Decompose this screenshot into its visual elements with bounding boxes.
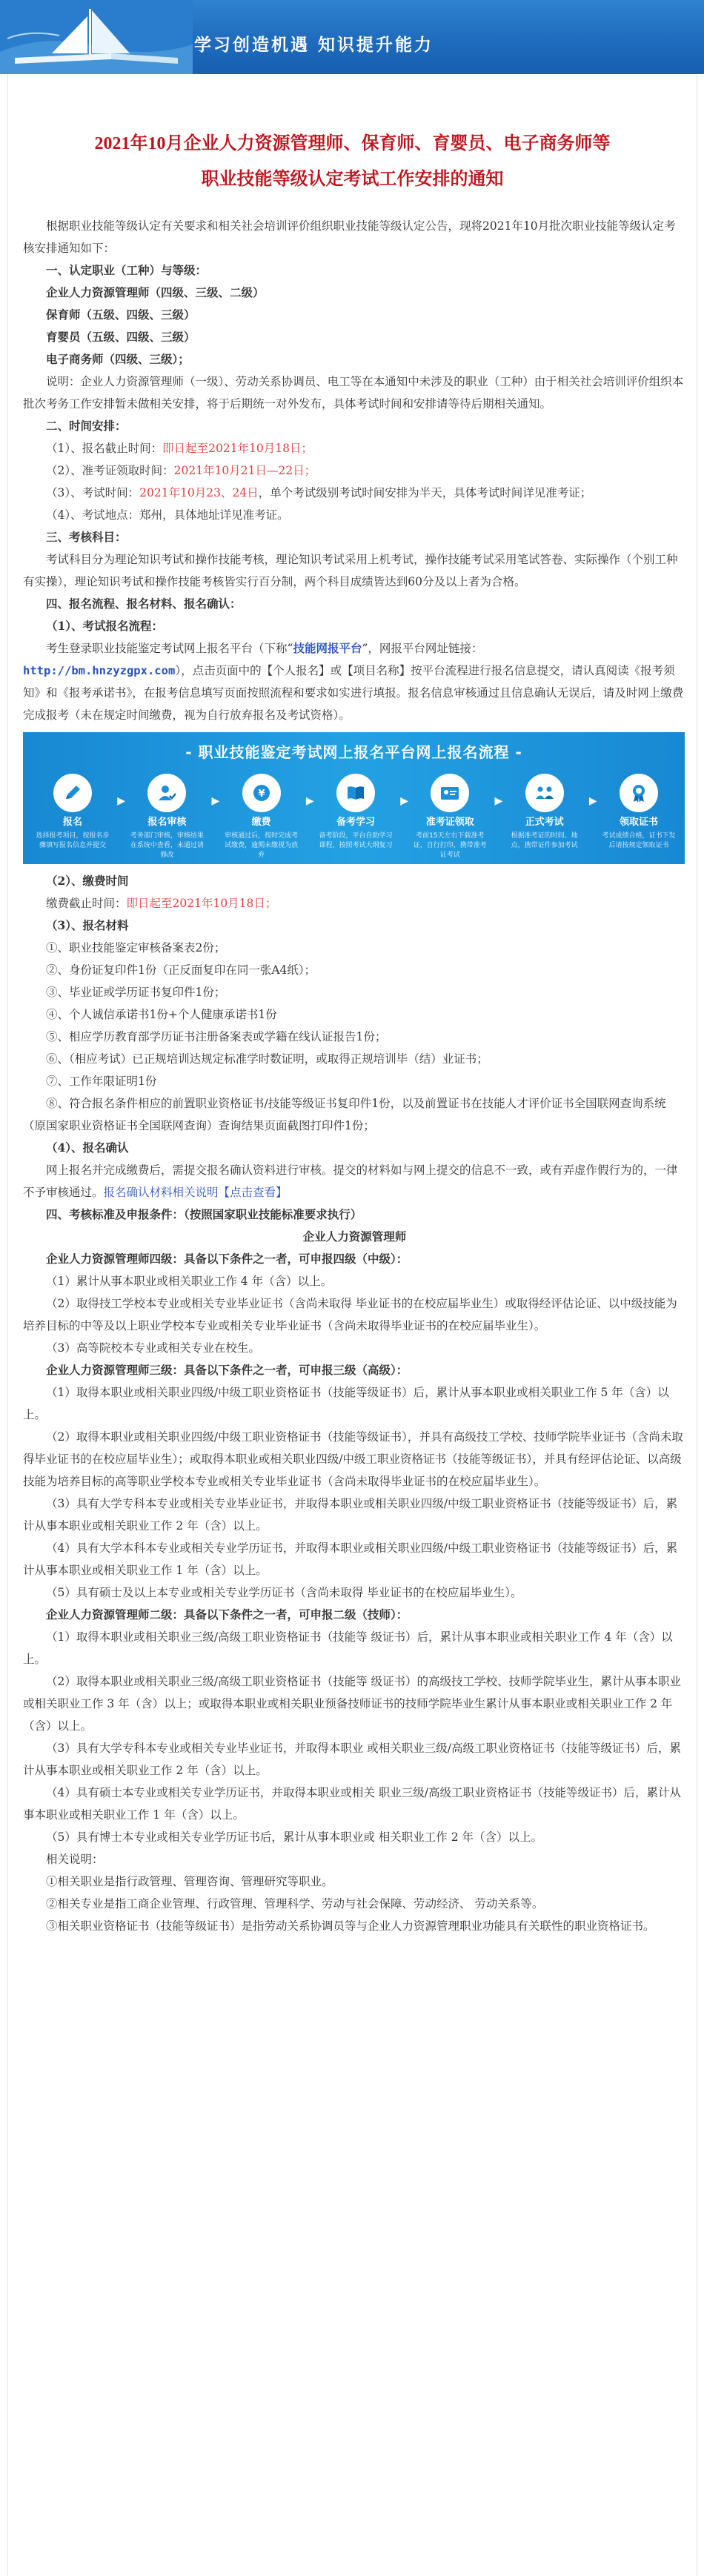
confirm-heading: （4）、报名确认 (46, 1141, 129, 1155)
flow-step (411, 774, 503, 860)
condition-item: （4）具有硕士本专业或相关专业学历证书，并取得本职业或相关 职业三级/高级工职业资格证书（技能等级证书）后，累计从事本职业或相关职业工作 1 年（含）以上。 (23, 1786, 682, 1822)
book-sail-logo-icon (0, 0, 193, 74)
flow-step (600, 774, 678, 860)
exam-time-value: 2021年10月23、24日 (139, 486, 259, 499)
material-item: ⑥、（相应考试）已正规培训达规定标准学时数证明，或取得正规培训毕（结）业证书； (46, 1052, 488, 1066)
text: ），点击页面中的【个人报名】或【项目名称】按平台流程进行报名信息提交，请认真阅读《报考须知》和《报考承诺书》，在报考信息填写页面按照流程和要求如实进行填报。报名信息审核通过且信息确认无误后，请及时网上缴费完成报考（未在规定时间缴费，视为自行放弃报名及考试资格）。 (23, 664, 684, 722)
text: ”，网报平台网址链接： (362, 642, 483, 655)
chevron-right-icon: ▶ (211, 795, 220, 807)
banner-slogan: 学习创造机遇 知识提升能力 (194, 36, 434, 55)
title-line-2: 职业技能等级认定考试工作安排的通知 (201, 170, 504, 189)
condition-item: （4）具有大学本科本专业或相关专业学历证书，并取得本职业或相关职业四级/中级工职业资格证书（技能等级证书）后，累计从事本职业或相关职业工作 1 年（含）以上。 (23, 1541, 678, 1577)
condition-item: （3）高等院校本专业或相关专业在校生。 (46, 1341, 260, 1355)
flow-step (127, 774, 220, 860)
material-item: ①、职业技能鉴定审核备案表2份； (46, 941, 226, 955)
occupation-item: 保育师（五级、四级、三级） (46, 308, 196, 322)
section-2-heading: 二、时间安排： (46, 419, 127, 433)
exam-time-note: ，单个考试级别考试时间安排为半天，具体考试时间详见准考证； (258, 486, 592, 499)
flow-step (505, 774, 597, 860)
platform-name: 技能网报平台 (293, 641, 362, 655)
label: （3）、考试时间： (46, 486, 140, 499)
registration-flow-heading: （1）、考试报名流程： (46, 619, 164, 633)
step-circle (620, 774, 658, 812)
occupation-item: 育婴员（五级、四级、三级） (46, 330, 196, 344)
step-circle (336, 774, 375, 812)
step-label: 准考证领取 (425, 817, 474, 828)
level-2-heading: 企业人力资源管理师二级：具备以下条件之一者，可申报二级（技师）： (46, 1607, 408, 1621)
level-3-heading: 企业人力资源管理师三级：具备以下条件之一者，可申报三级（高级）： (46, 1363, 408, 1377)
step-circle (431, 774, 469, 812)
related-item: ②相关专业是指工商企业管理、行政管理、管理科学、劳动与社会保障、劳动经济、 劳动关系等。 (46, 1897, 544, 1911)
admission-ticket-time (23, 459, 686, 482)
chevron-right-icon: ▶ (117, 795, 125, 807)
step-label: 备考学习 (336, 817, 375, 828)
level-4-heading: 企业人力资源管理师四级：具备以下条件之一者，可申报四级（中级）： (46, 1252, 408, 1266)
related-heading: 相关说明： (46, 1853, 104, 1866)
occupation-center-title: 企业人力资源管理师 (302, 1229, 407, 1244)
step-desc: 考前15天左右下载准考证，自行打印，携带准考证考试 (413, 832, 487, 859)
medal-icon (628, 783, 649, 803)
occupation-item: 企业人力资源管理师（四级、三级、二级） (46, 285, 265, 299)
material-item: ②、身份证复印件1份（正反面复印在同一张A4纸）； (46, 963, 316, 977)
step-label: 报名审核 (147, 817, 187, 828)
flow-step (222, 774, 314, 860)
step-desc: 考试成绩合格，证书下发后请按规定领取证书 (602, 832, 676, 849)
fee-heading: （2）、缴费时间 (46, 874, 129, 888)
flow-step (316, 774, 408, 860)
flow-steps (33, 774, 678, 860)
material-item: ⑦、工作年限证明1份 (46, 1075, 157, 1088)
step-desc: 审核通过后，按时完成考试缴费，逾期未缴视为放弃 (225, 832, 299, 859)
fee-deadline-value: 即日起至2021年10月18日； (126, 897, 277, 910)
chevron-right-icon: ▶ (494, 795, 503, 807)
condition-item: （2）取得技工学校本专业或相关专业毕业证书（含尚未取得 毕业证书的在校应届毕业生）或取得经评估论证、以中级技能为培养目标的中等及以上职业学校本专业或相关专业毕业证书（含尚未取得毕业证书的在校应届毕业生）。 (23, 1297, 677, 1332)
exam-group-icon (534, 783, 555, 803)
condition-item: （2）取得本职业或相关职业三级/高级工职业资格证书（技能等 级证书）的高级技工学校、技师学院毕业生，累计从事本职业或相关职业工作 3 年（含）以上；或取得本职业或相关职业预备技师证书的技师学院毕业生累计从事本职业或相关职业工作 2 年（含）以上。 (23, 1675, 682, 1733)
exam-time (23, 482, 686, 504)
material-item: ③、毕业证或学历证书复印件1份； (46, 986, 226, 999)
condition-item: （5）具有博士本专业或相关专业学历证书后，累计从事本职业或 相关职业工作 2 年（含）以上。 (46, 1830, 543, 1844)
notice-title (8, 74, 697, 197)
step-label: 领取证书 (619, 817, 658, 828)
material-item: ④、个人诚信承诺书1份+个人健康承诺书1份 (46, 1008, 277, 1021)
flow-step (33, 774, 125, 860)
registration-deadline (23, 437, 686, 459)
step-desc: 根据准考证的时间、地点，携带证件参加考试 (511, 832, 578, 849)
condition-item: （3）具有大学专科本专业或相关专业毕业证书，并取得本职业或相关职业四级/中级工职业资格证书（技能等级证书）后，累计从事本职业或相关职业工作 2 年（含）以上。 (23, 1497, 678, 1533)
step-desc: 选择报考项目，按报名步骤填写报名信息并提交 (36, 832, 110, 849)
related-item: ③相关职业资格证书（技能等级证书）是指劳动关系协调员等与企业人力资源管理职业功能具有关联性的职业资格证书。 (46, 1919, 655, 1933)
step-label: 报名 (62, 817, 82, 828)
payment-icon (251, 783, 272, 803)
label: （1）、报名截止时间： (46, 442, 163, 455)
occupation-note: 说明：企业人力资源管理师（一级）、劳动关系协调员、电工等在本通知中未涉及的职业（工种）由于相关社会培训评价组织本批次考务工作安排暂未做相关安排，将于后期统一对外发布，具体考试时间和安排请等待后期相关通知。 (23, 375, 684, 411)
section-1-heading: 一、认定职业（工种）与等级： (46, 263, 207, 277)
id-card-icon (439, 783, 460, 803)
confirm-text (23, 1159, 686, 1204)
exam-location: （4）、考试地点：郑州，具体地址详见准考证。 (46, 508, 289, 522)
flow-title: - 职业技能鉴定考试网上报名平台网上报名流程 - (185, 743, 522, 761)
text: 考生登录职业技能鉴定考试网上报名平台（下称“ (46, 642, 293, 655)
step-desc: 考务部门审核，审核结果在系统中查看，未通过请修改 (130, 832, 204, 859)
material-item: ⑤、相应学历教育部学历证书注册备案表或学籍在线认证报告1份； (46, 1030, 387, 1043)
condition-item: （1）取得本职业或相关职业三级/高级工职业资格证书（技能等 级证书）后，累计从事本职业或相关职业工作 4 年（含）以上。 (23, 1630, 673, 1666)
site-banner (0, 0, 704, 74)
step-label: 正式考试 (525, 817, 564, 828)
person-check-icon (156, 783, 177, 803)
notice-sheet (7, 74, 697, 2576)
intro-paragraph: 根据职业技能等级认定有关要求和相关社会培训评价组织职业技能等级认定公告，现将2021年10月批次职业技能等级认定考核安排通知如下： (23, 219, 676, 255)
registration-flow-text-2 (23, 660, 686, 726)
material-item: ⑧、符合报名条件相应的前置职业资格证书/技能等级证书复印件1份，以及前置证书在技能人才评价证书全国联网查询系统（原国家职业资格证书全国联网查询）查询结果页面截图打印件1份； (23, 1097, 666, 1132)
label: （2）、准考证领取时间： (46, 464, 174, 477)
svg-text:¥: ¥ (258, 789, 265, 800)
platform-url-link[interactable]: http://bm.hnzyzgpx.com (23, 664, 176, 677)
step-label: 缴费 (251, 817, 271, 828)
related-item: ①相关职业是指行政管理、管理咨询、管理研究等职业。 (46, 1875, 333, 1888)
chevron-right-icon: ▶ (400, 795, 408, 807)
deadline-value: 即日起至2021年10月18日； (162, 442, 313, 455)
label: 缴费截止时间： (46, 897, 127, 910)
section-4-heading: 四、报名流程、报名材料、报名确认： (46, 597, 242, 611)
condition-item: （2）取得本职业或相关职业四级/中级工职业资格证书（技能等级证书），并具有高级技工学校、技师学院毕业证书（含尚未取得毕业证书的在校应届毕业生）；或取得本职业或相关职业四级/中级工职业资格证书（技能等级证书），并具有经评估论证、以高级技能为培养目标的高等职业学校本专业或相关专业毕业证书（含尚未取得毕业证书的在校应届毕业生）。 (23, 1430, 683, 1488)
chevron-right-icon: ▶ (305, 795, 314, 807)
chevron-right-icon: ▶ (588, 795, 597, 807)
book-icon (345, 783, 366, 803)
title-line-1: 2021年10月企业人力资源管理师、保育师、育婴员、电子商务师等 (94, 134, 611, 153)
step-circle (147, 774, 186, 812)
fee-deadline (23, 892, 686, 914)
step-desc: 备考阶段，平台自助学习课程，按照考试大纲复习 (319, 832, 393, 849)
section-3-heading: 三、考核科目： (46, 530, 127, 544)
condition-item: （1）取得本职业或相关职业四级/中级工职业资格证书（技能等级证书）后，累计从事本职业或相关职业工作 5 年（含）以上。 (23, 1386, 669, 1421)
ticket-time-value: 2021年10月21日—22日； (173, 464, 316, 477)
registration-flow-banner (23, 732, 685, 864)
step-circle (525, 774, 564, 812)
condition-item: （1）累计从事本职业或相关职业工作 4 年（含）以上。 (46, 1275, 333, 1288)
materials-heading: （3）、报名材料 (46, 918, 129, 932)
confirm-materials-link[interactable]: 报名确认材料相关说明【点击查看】 (103, 1186, 288, 1199)
pencil-icon (62, 783, 83, 803)
step-circle (242, 774, 281, 812)
occupation-item: 电子商务师（四级、三级）； (46, 352, 190, 366)
notice-body (23, 215, 686, 1937)
registration-flow-text (23, 637, 686, 660)
step-circle (53, 774, 92, 812)
section-5-heading: 四、考核标准及申报条件：（按照国家职业技能标准要求执行） (46, 1207, 362, 1221)
condition-item: （5）具有硕士及以上本专业或相关专业学历证书（含尚未取得 毕业证书的在校应届毕业生）。 (46, 1586, 522, 1599)
condition-item: （3）具有大学专科本专业或相关专业毕业证书，并取得本职业 或相关职业三级/高级工职业资格证书（技能等级证书）后，累计从事本职业或相关职业工作 2 年（含）以上。 (23, 1742, 682, 1777)
text: 网上报名并完成缴费后，需提交报名确认资料进行审核。提交的材料如与网上提交的信息不一致，或有弄虚作假行为的，一律不予审核通过。 (23, 1163, 678, 1199)
exam-subjects-text: 考试科目分为理论知识考试和操作技能考核，理论知识考试采用上机考试，操作技能考试采用笔试答卷、实际操作（个别工种有实操），理论知识考试和操作技能考核皆实行百分制，两个科目成绩皆达到60分及以上者为合格。 (23, 553, 678, 588)
